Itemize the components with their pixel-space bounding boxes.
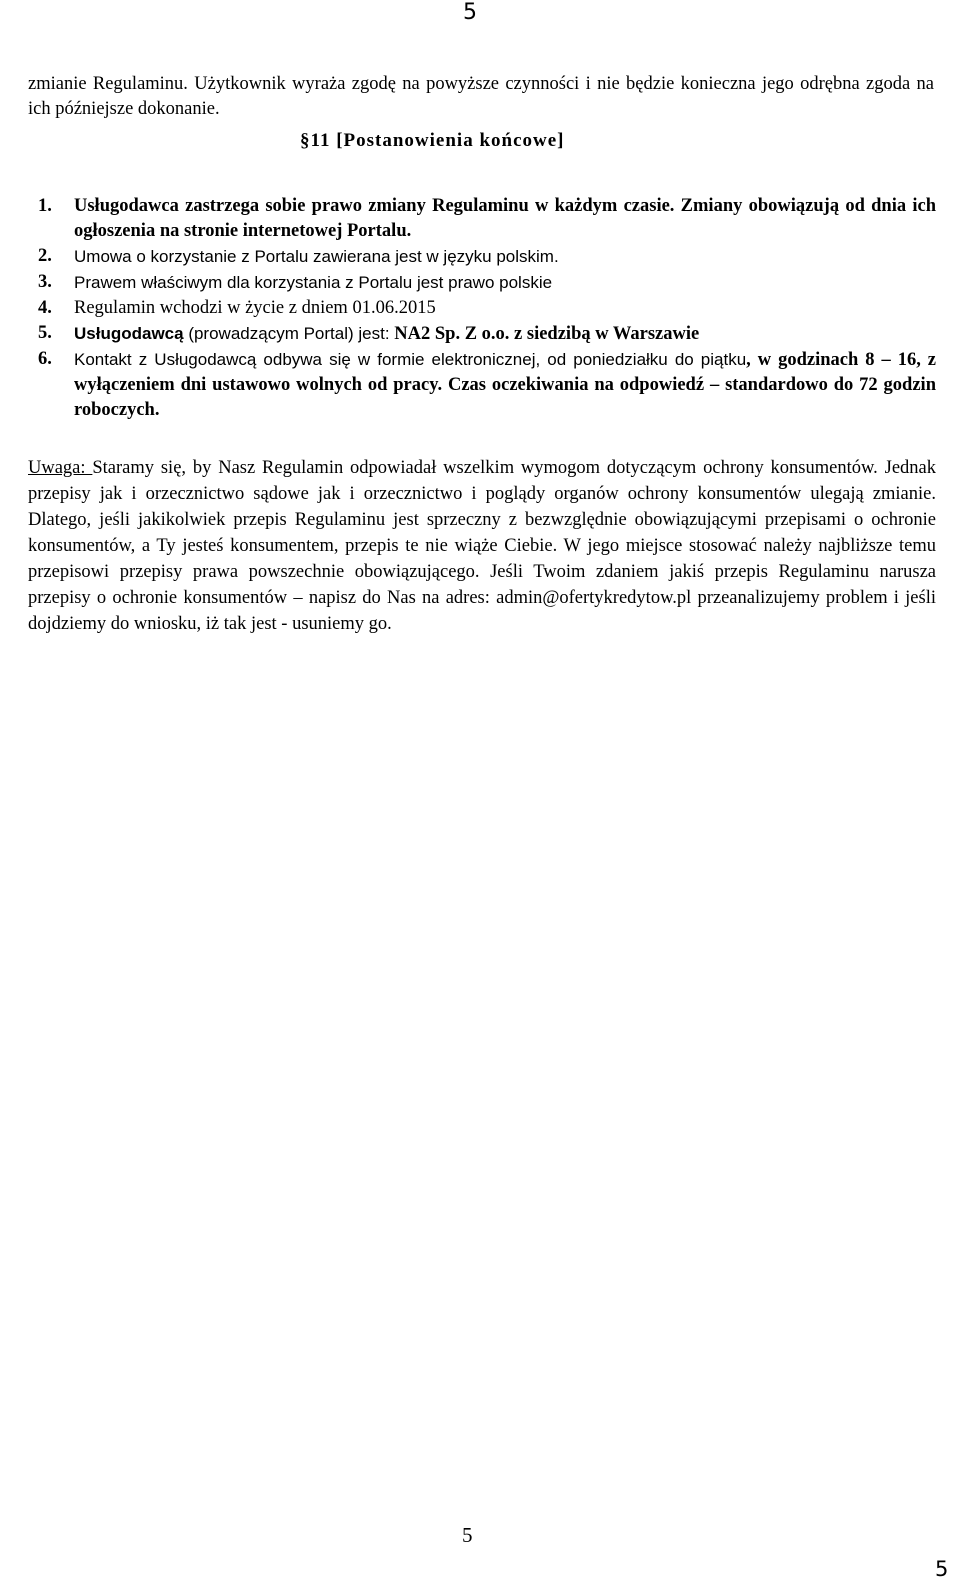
page-number-bottom-center: 5 bbox=[462, 1523, 473, 1547]
note-text: Staramy się, by Nasz Regulamin odpowiadał wszelkim wymogom dotyczącym ochrony konsumentów. Jednak przepisy jak i orzecznictwo sądowe jak i orzecznictwo i poglądy organów ochrony konsumentów ulegają zmianie. Dlatego, jeśli jakikolwiek przepis Regulaminu jest sprzeczny z bezwzględnie obowiązującymi przepisami o ochronie konsumentów, a Ty jesteś konsumentem, przepis te nie wiąże Ciebie. W jego miejsce stosować należy najbliższe temu przepisowi przepisy prawa powszechnie obowiązującego. Jeśli Twoim zdaniem jakiś przepis Regulaminu narusza przepisy o ochronie konsumentów – napisz do Nas na adres: admin@ofertykredytow.pl przeanalizujemy problem i jeśli dojdziemy do wniosku, iż tak jest - usuniemy go. bbox=[28, 458, 936, 634]
provisions-list bbox=[38, 194, 936, 423]
list-item: 1. Usługodawca zastrzega sobie prawo zmiany Regulaminu w każdym czasie. Zmiany obowiązują od dnia ich ogłoszenia na stronie internetowej Portalu. bbox=[38, 196, 936, 241]
list-item: 4. Regulamin wchodzi w życie z dniem 01.06.2015 bbox=[38, 298, 436, 318]
list-item: 5. Usługodawcą (prowadzącym Portal) jest: NA2 Sp. Z o.o. z siedzibą w Warszawie bbox=[38, 323, 700, 344]
list-item: 6. Kontakt z Usługodawcą odbywa się w formie elektronicznej, od poniedziałku do piątku, w godzinach 8 – 16, z wyłączeniem dni ustawowo wolnych od pracy. Czas oczekiwania na odpowiedź – standardowo do 72 godzin roboczych. bbox=[38, 349, 937, 420]
note-paragraph bbox=[28, 455, 936, 637]
list-item: 3. Prawem właściwym dla korzystania z Portalu jest prawo polskie bbox=[38, 272, 553, 292]
section-heading: §11 [Postanowienia końcowe] bbox=[300, 130, 565, 151]
intro-paragraph: zmianie Regulaminu. Użytkownik wyraża zgodę na powyższe czynności i nie będzie konieczna jego odrębna zgoda na ich późniejsze dokonanie. bbox=[28, 74, 934, 119]
list-item: 2. Umowa o korzystanie z Portalu zawierana jest w języku polskim. bbox=[38, 246, 559, 266]
note-label: Uwaga: bbox=[28, 458, 93, 478]
page-number-bottom-right: 5 bbox=[935, 1557, 949, 1581]
page-number-top: 5 bbox=[463, 0, 477, 25]
